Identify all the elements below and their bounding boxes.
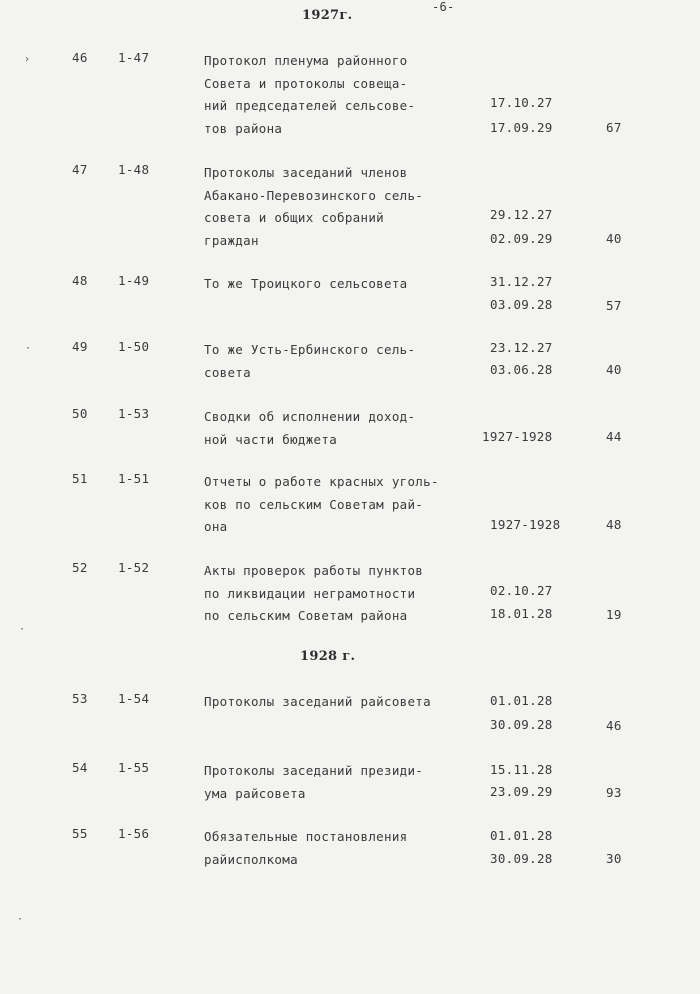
page-number: -6- <box>432 0 455 14</box>
date-range: 1927-1928 <box>482 429 553 444</box>
item-title <box>204 273 407 296</box>
date-end: 03.06.28 <box>490 362 553 377</box>
title-line: То же Троицкого сельсовета <box>204 276 408 291</box>
item-title <box>204 406 415 451</box>
item-number: 47 <box>72 162 88 177</box>
title-line: Акты проверок работы пунктов <box>204 563 424 578</box>
year-heading-1928: 1928 г. <box>300 649 356 664</box>
date-start: 17.10.27 <box>490 95 553 110</box>
title-line: совета <box>204 364 251 380</box>
sheet-count: 40 <box>606 362 622 377</box>
date-end: 02.09.29 <box>490 231 553 246</box>
title-line: ков по сельским Советам рай- <box>204 496 424 512</box>
sheet-count: 44 <box>606 429 622 444</box>
title-line: по сельским Советам района <box>204 608 408 623</box>
table-row <box>0 560 700 660</box>
item-title <box>204 826 407 871</box>
item-code: 1-55 <box>118 760 150 775</box>
title-line: совета и общих собраний <box>204 210 384 225</box>
title-line: Совета и протоколы совеща- <box>204 75 408 91</box>
item-number: 46 <box>72 50 88 65</box>
title-line: по ликвидации неграмотности <box>204 585 416 601</box>
sheet-count: 30 <box>606 851 622 866</box>
table-row <box>0 50 700 150</box>
item-number: 54 <box>72 760 88 775</box>
item-number: 55 <box>72 826 88 841</box>
table-row <box>0 471 700 571</box>
margin-mark: · <box>19 624 26 635</box>
margin-mark: · <box>17 914 24 925</box>
title-line: Отчеты о работе красных уголь- <box>204 474 439 489</box>
table-row <box>0 826 700 926</box>
date-end: 23.09.29 <box>490 784 553 799</box>
title-line: райисполкома <box>204 851 298 867</box>
title-line: ной части бюджета <box>204 431 338 447</box>
date-start: 29.12.27 <box>490 207 553 222</box>
item-title <box>204 691 431 714</box>
title-line: тов района <box>204 120 283 136</box>
table-row <box>0 162 700 262</box>
title-line: Сводки об исполнении доход- <box>204 409 416 424</box>
item-number: 50 <box>72 406 88 421</box>
date-end: 30.09.28 <box>490 717 553 732</box>
date-end: 30.09.28 <box>490 851 553 866</box>
title-line: Протоколы заседаний членов <box>204 165 408 180</box>
margin-mark: · <box>25 343 32 354</box>
date-start: 15.11.28 <box>490 762 553 777</box>
year-heading-1927: 1927г. <box>302 8 353 23</box>
sheet-count: 93 <box>606 785 622 800</box>
title-line: Протоколы заседаний президи- <box>204 763 424 778</box>
title-line: ний председателей сельсове- <box>204 98 416 113</box>
date-end: 17.09.29 <box>490 120 553 135</box>
date-start: 01.01.28 <box>490 693 553 708</box>
item-code: 1-49 <box>118 273 150 288</box>
item-code: 1-54 <box>118 691 150 706</box>
item-number: 51 <box>72 471 88 486</box>
sheet-count: 67 <box>606 120 622 135</box>
title-line: граждан <box>204 232 259 248</box>
item-code: 1-52 <box>118 560 150 575</box>
date-end: 18.01.28 <box>490 606 553 621</box>
title-line: она <box>204 519 228 534</box>
item-title <box>204 471 439 539</box>
date-range: 1927-1928 <box>490 517 561 532</box>
title-line: Обязательные постановления <box>204 829 408 844</box>
sheet-count: 48 <box>606 517 622 532</box>
date-start: 01.01.28 <box>490 828 553 843</box>
date-end: 03.09.28 <box>490 297 553 312</box>
title-line: Абакано-Перевозинского сель- <box>204 187 424 203</box>
item-code: 1-48 <box>118 162 150 177</box>
item-code: 1-51 <box>118 471 150 486</box>
item-code: 1-50 <box>118 339 150 354</box>
date-start: 02.10.27 <box>490 583 553 598</box>
title-line: Протоколы заседаний райсовета <box>204 694 431 709</box>
item-title <box>204 760 423 805</box>
item-code: 1-53 <box>118 406 150 421</box>
margin-mark: › <box>24 54 31 65</box>
item-title <box>204 162 423 252</box>
title-line: Протокол пленума районного <box>204 53 408 68</box>
item-number: 52 <box>72 560 88 575</box>
item-title <box>204 560 423 628</box>
date-start: 31.12.27 <box>490 274 553 289</box>
item-code: 1-56 <box>118 826 150 841</box>
item-code: 1-47 <box>118 50 150 65</box>
title-line: ума райсовета <box>204 785 306 801</box>
sheet-count: 19 <box>606 607 622 622</box>
sheet-count: 46 <box>606 718 622 733</box>
item-title <box>204 339 415 384</box>
sheet-count: 40 <box>606 231 622 246</box>
item-number: 48 <box>72 273 88 288</box>
item-title <box>204 50 415 140</box>
title-line: То же Усть-Ербинского сель- <box>204 342 416 357</box>
item-number: 49 <box>72 339 88 354</box>
sheet-count: 57 <box>606 298 622 313</box>
item-number: 53 <box>72 691 88 706</box>
date-start: 23.12.27 <box>490 340 553 355</box>
